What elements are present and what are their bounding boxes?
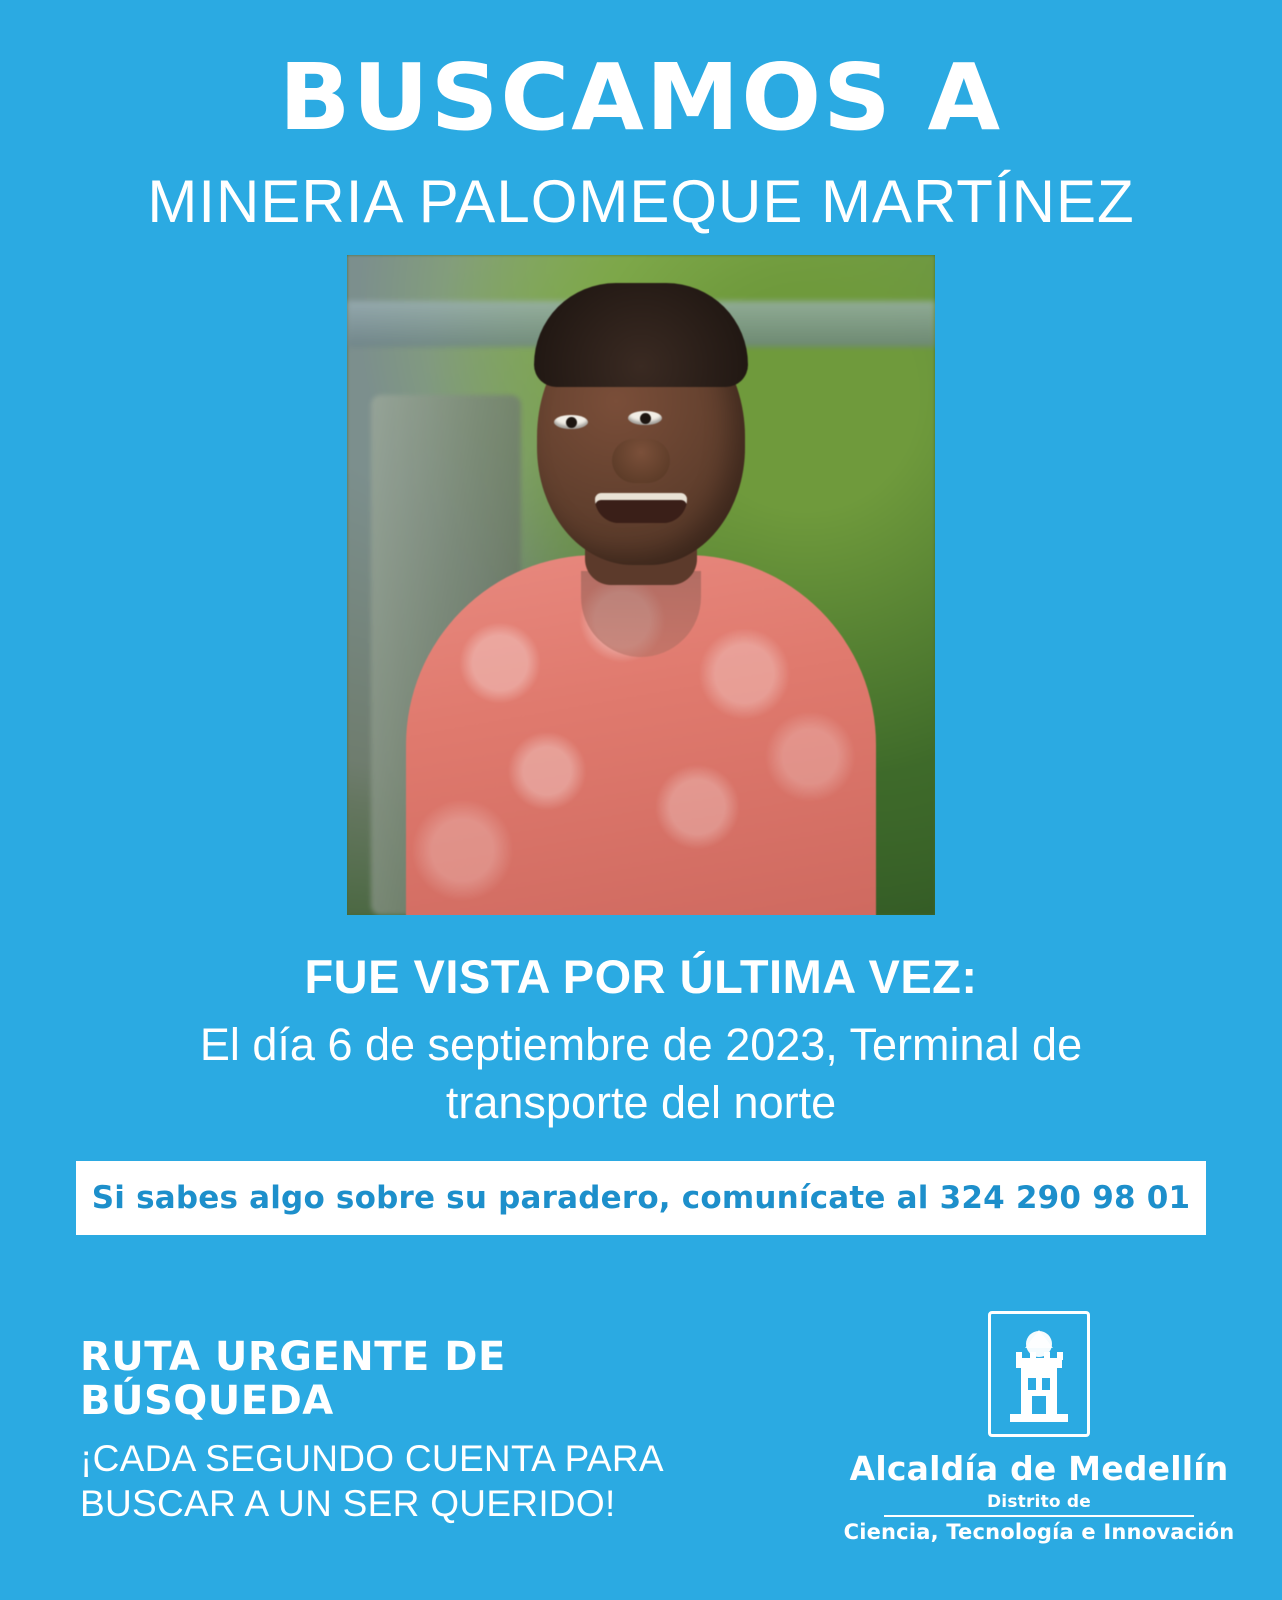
- person-photo: [347, 255, 935, 915]
- last-seen-label: FUE VISTA POR ÚLTIMA VEZ:: [304, 950, 978, 1003]
- subject-eye-left: [554, 415, 588, 429]
- contact-bar: [76, 1161, 1206, 1235]
- coat-of-arms-icon: [988, 1311, 1090, 1437]
- divider-line-left: [884, 1515, 1194, 1517]
- brand-name: Alcaldía de Medellín: [849, 1449, 1229, 1488]
- brand-block: [843, 1311, 1235, 1544]
- poster-footer: [0, 1270, 1282, 1600]
- contact-text: Si sabes algo sobre su paradero, comunícate al 324 290 98 01: [91, 1180, 1191, 1217]
- brand-divider: [884, 1515, 1194, 1517]
- subject-blouse: [406, 555, 876, 915]
- photo-subject: [406, 485, 876, 915]
- last-seen-detail: El día 6 de septiembre de 2023, Terminal de transporte del norte: [199, 1019, 1083, 1128]
- subject-mouth: [595, 493, 687, 523]
- search-route-title: RUTA URGENTE DE BÚSQUEDA: [80, 1334, 506, 1425]
- page-title: BUSCAMOS A: [279, 44, 1003, 151]
- search-route-subtitle: ¡CADA SEGUNDO CUENTA PARA BUSCAR A UN SER QUERIDO!: [80, 1438, 662, 1524]
- search-route-block: [80, 1335, 740, 1526]
- subject-eye-right: [628, 411, 662, 425]
- brand-subtitle-district: Distrito de: [986, 1492, 1092, 1512]
- person-name: MINERIA PALOMEQUE MARTÍNEZ: [147, 168, 1135, 235]
- subject-nose: [612, 439, 670, 483]
- brand-subtitle-secretariat: Ciencia, Tecnología e Innovación: [843, 1520, 1235, 1544]
